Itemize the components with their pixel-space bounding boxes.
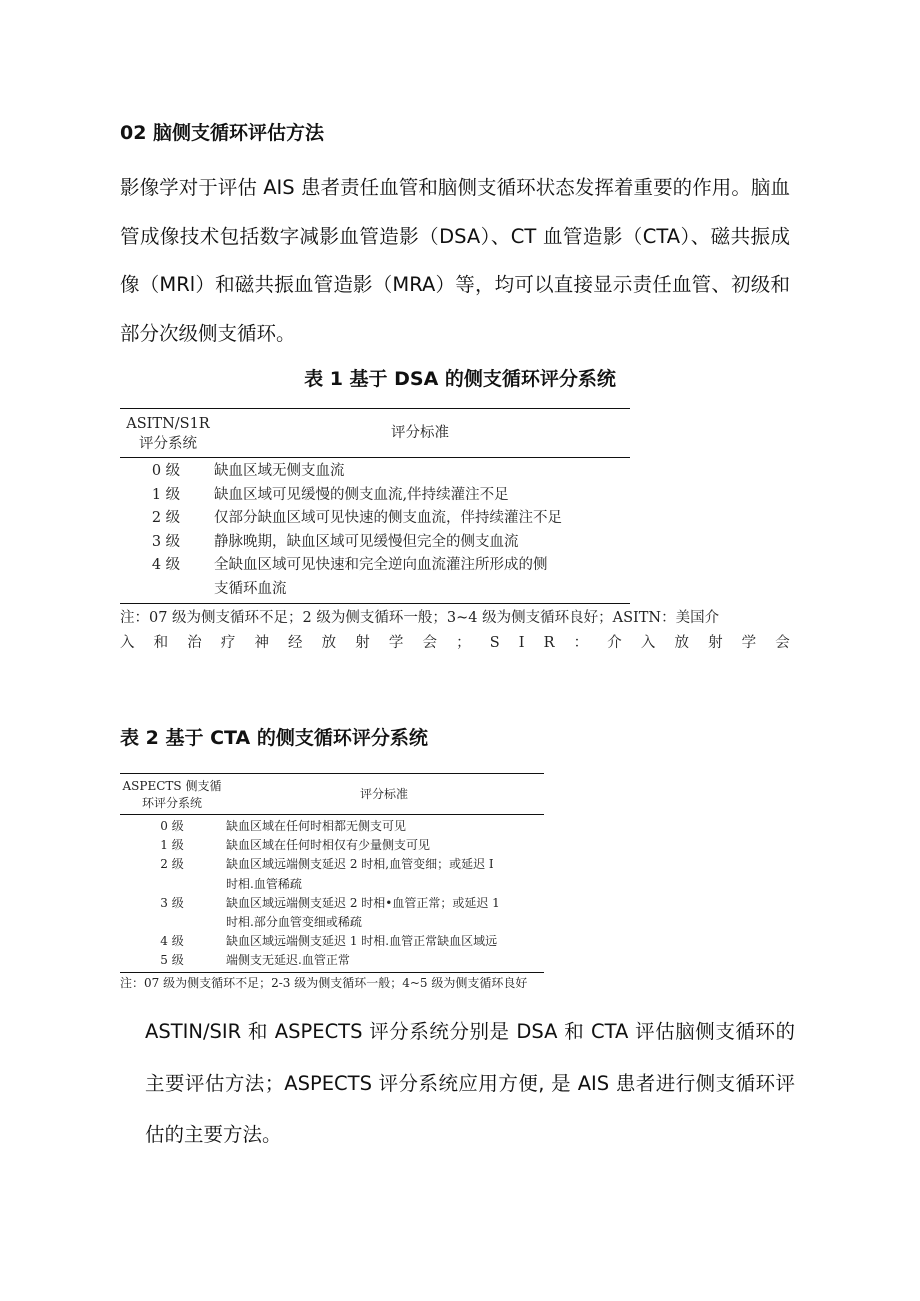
- criteria-cell: 全缺血区域可见快速和完全逆向血流灌注所形成的侧 支循环血流: [214, 557, 548, 597]
- criteria-cell: 缺血区域无侧支血流: [214, 463, 345, 479]
- table1-header-system: ASITN/S1R 评分系统: [126, 416, 210, 452]
- table1-note-line1: 注：07 级为侧支循环不足；2 级为侧支循环一般；3~4 级为侧支循环良好；ASITN：美国介: [120, 610, 720, 626]
- criteria-cell: 缺血区域远端侧支延迟 1 时相.血管正常缺血区域远: [226, 934, 498, 949]
- table1-caption: 表 1 基于 DSA 的侧支循环评分系统: [304, 368, 616, 390]
- grade-cell: 0 级: [151, 463, 181, 479]
- grade-cell: 4 级: [151, 557, 181, 573]
- table1-note-line2: 入 和 治 疗 神 经 放 射 学 会 ； S I R ： 介 入 放 射 学 会: [120, 635, 790, 651]
- table-row: [120, 531, 630, 555]
- table2-header-criteria: 评分标准: [359, 787, 408, 801]
- criteria-cell: 缺血区域远端侧支延迟 2 时相•血管正常；或延迟 1 时相.部分血管变细或稀疏: [226, 895, 500, 930]
- criteria-cell: 缺血区域可见缓慢的侧支血流,伴持续灌注不足: [214, 486, 509, 503]
- table2: [120, 773, 544, 973]
- grade-cell: 2 级: [151, 510, 181, 526]
- table-row: [120, 951, 544, 970]
- grade-cell: 4 级: [160, 934, 184, 949]
- criteria-cell: 仅部分缺血区域可见快速的侧支血流，伴持续灌注不足: [214, 510, 562, 526]
- table1-header-criteria: 评分标准: [391, 425, 449, 441]
- grade-cell: 3 级: [160, 895, 184, 910]
- table2-header: [120, 773, 544, 815]
- table1-note: [120, 606, 790, 656]
- table-row: [120, 932, 544, 951]
- table-row: [120, 855, 544, 893]
- grade-cell: 3 级: [151, 533, 181, 550]
- table-row: [120, 507, 630, 531]
- criteria-cell: 端侧支无延迟.血管正常: [226, 953, 350, 968]
- grade-cell: 2 级: [160, 857, 184, 872]
- closing-paragraph: ASTIN/SIR 和 ASPECTS 评分系统分别是 DSA 和 CTA 评估脑侧支循环的主要评估方法；ASPECTS 评分系统应用方便, 是 AIS 患者进行侧支循环评估的主要方法。: [145, 1020, 795, 1146]
- table1-body: [120, 458, 630, 604]
- table-row: [120, 817, 544, 836]
- table-row: [120, 554, 630, 601]
- grade-cell: 1 级: [160, 838, 184, 853]
- table1: [120, 408, 630, 604]
- grade-cell: 0 级: [160, 819, 184, 833]
- table2-caption: 表 2 基于 CTA 的侧支循环评分系统: [120, 727, 428, 749]
- table-row: [120, 836, 544, 855]
- criteria-cell: 静脉晚期，缺血区域可见缓慢但完全的侧支血流: [214, 533, 519, 550]
- grade-cell: 1 级: [151, 486, 181, 503]
- section-title: 02 脑侧支循环评估方法: [120, 122, 325, 144]
- grade-cell: 5 级: [160, 953, 184, 968]
- table-row: [120, 460, 630, 484]
- table1-header: [120, 408, 630, 458]
- table-row: [120, 484, 630, 508]
- table2-header-system: ASPECTS 侧支循 环评分系统: [122, 779, 222, 810]
- table2-body: [120, 815, 544, 973]
- table2-note: 注：07 级为侧支循环不足；2-3 级为侧支循环一般；4~5 级为侧支循环良好: [120, 976, 528, 990]
- table-row: [120, 894, 544, 932]
- criteria-cell: 缺血区域在任何时相都无侧支可见: [226, 819, 407, 833]
- criteria-cell: 缺血区域远端侧支延迟 2 时相,血管变细；或延迟 I 时相.血管稀疏: [226, 857, 494, 891]
- intro-paragraph: 影像学对于评估 AIS 患者责任血管和脑侧支循环状态发挥着重要的作用。脑血管成像技术包括数字减影血管造影（DSA）、CT 血管造影（CTA）、磁共振成像（MRl）和磁共振血管造影（MRA）等，均可以直接显示责任血管、初级和部分次级侧支循环。: [120, 176, 790, 345]
- criteria-cell: 缺血区域在任何时相仅有少量侧支可见: [226, 838, 431, 853]
